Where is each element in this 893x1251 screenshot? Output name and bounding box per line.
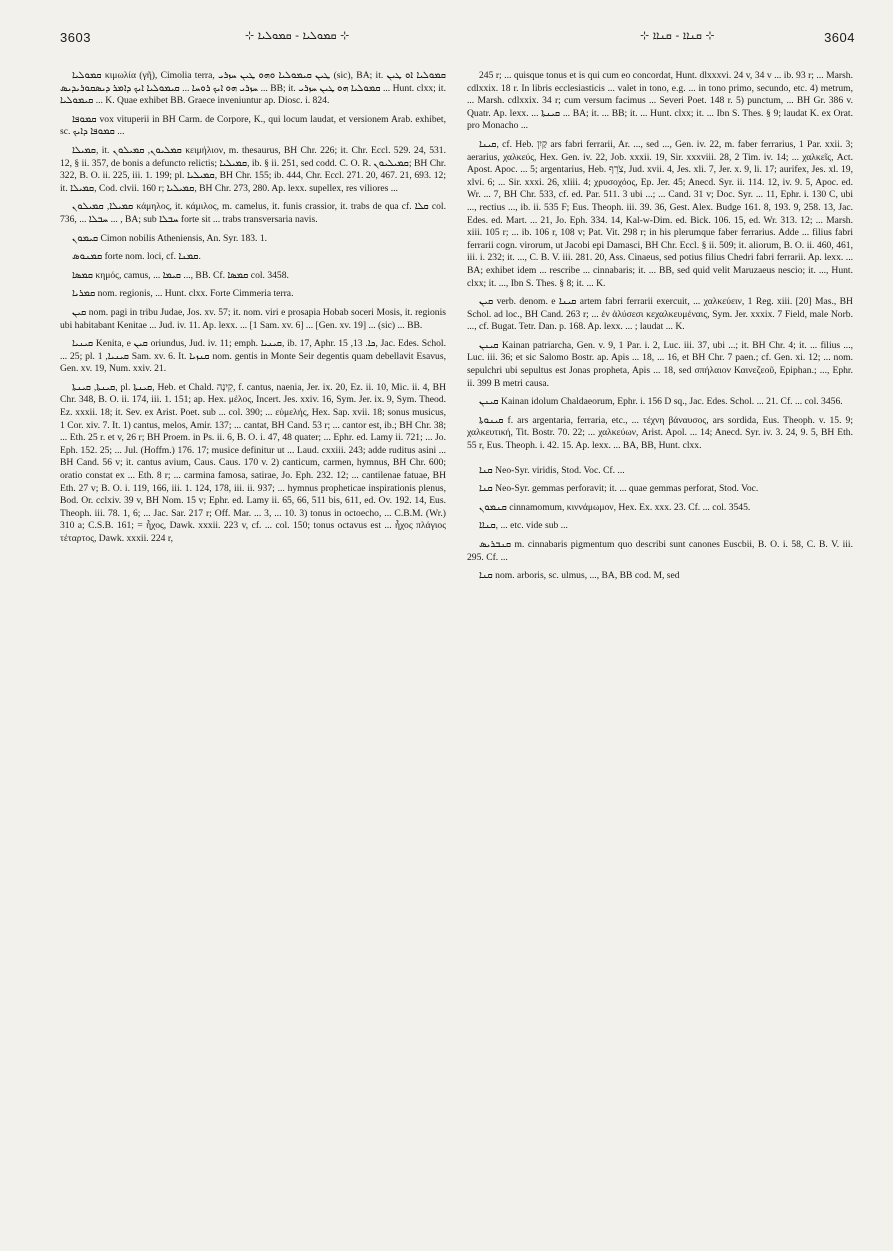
dictionary-entry: 245 r; ... quisque tonus et is qui cum eo concordat, Hunt. dlxxxvi. 24 v, 34 v ... ib. 93 r; ... Marsh. cdlxxix. 18 r. In libris ecclesiasticis ... valet in tono, e.g. ... in tono primo, secundo, etc. 4) metrum, ... Marsh. cdlxxix. 34 r; cum versum facimus ... Severi Poet. 148 r. 5) punctum, ... BH Gr. 386 v. Quatr. Ap. lexx. ... ܩܝܢܬܐ ... BA; it. ... BB; it. ... Hunt. clxx; it. ... Ibn S. Thes. § 9; laudat K. ex Orat. pro Monacho ... [467,70,853,132]
dictionary-entry: ܩܝܡܘܢ Cimon nobilis Atheniensis, An. Syr. 183. 1. [72,232,268,244]
page-number-left: 3603 [60,30,91,45]
running-title-right: ⊹ ܩܢܐܐ - ܩܢܐܐ ⊹ [640,29,715,42]
dictionary-entry: ܩܝܢܐ, cf. Heb. קַיִן ars fabri ferrarii, Ar. ..., sed ..., Gen. iv. 22, m. faber ferrarius, 1 Par. xxii. 3; aerarius, χαλκεύς, Hex. Gen. iv. 22, Job. xxxii. 19, Sir. xxxviii. 28, 2 Tim. iv. 14; ... χαλκεῖς, Act. Apost. Apoc. ... 5; argentarius, Heb. צֹרֵף, Jud. xvii. 4, Jes. xli. 7, Jer. x. 9, li. 17; aurifex, Jes. xl. 19, xlvi. 6; ... Sir. xxxi. 26, xliii. 4; χρυσοχόος, Ep. Jer. 45; Anecd. Syr. ii. 114. 12, iv. 9. 5, Apoc. ed. Wr. ... 7, BH Chr. 533, cf. ed. Par. 511. 3 ubi ...; ... Cand. 31 v; Doc. Syr. ... 11, Ephr. i. 130 C, ubi ..., rectius ..., ib. ii. 535 F; Eus. Theoph. iii. 39. 36, Gest. Alex. Budge 161. 8, 193. 9, 258. 13, Jac. Edes. ed. Mart. ... 21, Jo. Eph. 334. 14, Kal-w-Dim. ed. Bick. 106. 15, ed. Wr. 313. 12; ... Marsh. xiii. 105 r; ... ib. 106 r, 108 v; Pat. Vit. 298 r; in his plerumque faber ferrarius. Adde ... filius fabri ferrarii cogn. virorum, ut Jacobi epi Damasci, BH Chr. Eccl. § ii. 509; it. aliorum, B. O. ii. 460, 461, iii. i. 232; it. ..., C. B. V. iii. 281. 20, Ass. Cinaeus, sed potius filius Chedri fabri ferrarii. Ap. lexx. ... BA; exhibet idem ... rescribe ... cinnabaris; it. ... BB, sed quid velit Maruzaeus nescio; it. ..., Hunt. clxx; it. ..., Ibn S. Thes. § 8; it. ... K. [467,138,854,289]
dictionary-entry: ܩܡܢܘܣ forte nom. loci, cf. ܩܡܢܐ. [72,251,201,263]
dictionary-entry: ܩܡܝܠܐ, it. ܩܡܠܝܘܢ, ܩܡܝܠܘܢ κειμήλιον, m. thesaurus, BH Chr. 226; it. Chr. Eccl. 529. 24, 531. 12, § ii. 357, de bonis a defuncto relictis; ܩܡܝܠܝܐ, ib. § ii. 251, sed codd. C. O. R. ܩܡܝܠܝܘܢ; BH Chr. 322, B. O. ii. 225, iii. 1. 199; pl. ܩܡܝܠܝܐ, BH Chr. 155; ib. 444, Chr. Eccl. 271. 20, 467. 21, 693. 12; it. ܩܡܝܠܐ, Cod. clvii. 160 r; ܩܡܝܠܝܐ, BH Chr. 273, 280. Ap. lexx. supellex, res viliores ... [60,144,446,194]
dictionary-entry: ܩܢܐ nom. arboris, sc. ulmus, ..., BA, BB cod. M, sed [479,570,680,582]
dictionary-entry: ܩܡܣܐ κημός, camus, ... ܩܝܡܐ ..., BB. Cf. ܩܡܣܐ col. 3458. [72,269,289,281]
dictionary-entry: ܩܢܡܘܢ cinnamomum, κιννάμωμον, Hex. Ex. xxx. 23. Cf. ... col. 3545. [479,501,751,513]
page-number-right: 3604 [824,30,855,45]
dictionary-entry: ܩܢܐ Neo-Syr. viridis, Stod. Voc. Cf. ... [479,464,625,476]
dictionary-entry: ܩܝܢܬܐ, ܩܝܢܬܐ, pl. ܩܝܢܬܐ, Heb. et Chald. קִינָה, f. cantus, naenia, Jer. ix. 20, Ez. ii. 10, Mic. ii. 4, BH Chr. 348, B. O. ii. 174, iii. 1. 151; ap. Hex. μέλος, Incert. Jes. xxiv. 16, Sym. Jer. ix. 9, Sym. Theod. Ez. xxxii. 18; it. Sev. ex Arist. Poet. sub ... col. 390; ... εὐμελής, Hex. Sap. xvii. 18; sonus musicus, 1 Cor. xiv. 7. It. 1) cantus, melos, Amir. 137; ... cantat, BH Cand. 53 r; ... cantor est, ib.; BH Chr. 38; ... Eth. 25 r. et v, 26 r; BH Proem. in Ps. ii. 6, B. O. i. 47, 48 quater; ... Ephr. ed. Lamy ii. 721; ... Jo. Eph. 152. 25; ... Jul. (Hoffm.) 176. 17; musice definitur ut ... Laud. cxxiii. 243; adde ruditus asini ... BH Cand. 56 v; it. cantus avium, Caus. Caus. 170 v. 2) canticum, carmen, hymnus, BH Chr. 600; oratio constat ex ... Eth. 8 r; ... carmina famosa, satirae, Jo. Eph. 232. 12; ... cantilenae fatuae, BH Eth. 27 v; B. O. i. 119, 166, iii. 1. 124, 178, iii. ii. 937; ... hymnus propheticae inspirationis plenus, Bod. Or. cclxiv. 39 v, BH Nom. 15 v; Ephr. ed. Lamy ii. 65, 66, 511 bis, 611, ed. Ov. 192. 14, Eus. Theoph. iii. 78. 1, 6; ... Jac. Sar. 217 r; Off. Mar. ... 3, ... 10. 3) tonus in octoecho, ... C.B.M. (Wr.) 310 a; C.S.B. 161; = ἦχος, Dawk. xxxii. 223 v, cf. ... col. 150; tonus octavus est ... ἦχος πλάγιος τέταρτος, Dawk. xxxii. 224 r, [60,381,446,544]
dictionary-entry: ܩܡܝܠܐ, ܩܡܝܠܘܢ κάμηλος, it. κάμιλος, m. camelus, it. funis crassior, it. trabs de qua cf. ܩܠܐ col. 736, ... ܚܒܠܐ ... , BA; sub ܚܒܠܐ forte sit ... trabs transversaria navis. [60,201,446,225]
page-header [60,26,855,50]
dictionary-entry: ܩܝܢܢ Kainan idolum Chaldaeorum, Ephr. i. 156 D sq., Jac. Edes. Schol. ... 21. Cf. ... col. 3456. [479,396,843,408]
running-title-left: ⊹ ܩܡܘܠܝܐ - ܩܡܘܠܝܐ ⊹ [245,29,350,42]
dictionary-entry: ܩܝܢܢ Kainan patriarcha, Gen. v. 9, 1 Par. i. 2, Luc. iii. 37, ubi ...; it. BH Chr. 4; it. ... filius ..., Luc. iii. 36; et sic Salomo Bostr. ap. Apis ... 18, ... 16, et BH Chr. 7 paen.; cf. Gen. xi. 12; ... nom. sepulchri ubi sepultus est Jonas propheta, Apis ... 18, sed σπήλαιον Καινεζεοῦ, Epiphan.; ..., Ephr. ii. 399 B metri causa. [467,339,853,389]
dictionary-entry: ܩܢܐ Neo-Syr. gemmas perforavit; it. ... quae gemmas perforat, Stod. Voc. [479,483,759,495]
dictionary-entry: ܩܝܢܘܬܐ f. ars argentaria, ferraria, etc., ... τέχνη βάναυσος, ars sordida, Eus. Theoph. v. 15. 9; χαλκευτική, Tit. Bostr. 70. 22; ... χαλκεύων, Arist. Apol. ... 14; Anecd. Syr. iv. 3. 24, 9. 5, BH Eth. 55 r, Eus. Theoph. i. 42. 15. Ap. lexx. ... BA, BB, Hunt. clxx. [467,414,853,452]
dictionary-entry: ܩܝܢ nom. pagi in tribu Judae, Jos. xv. 57; it. nom. viri e prosapia Hobab soceri Mosis, it. regionis ubi habitabant Kenitae ... Jud. iv. 11. Ap. lexx. ... [1 Sam. xv. 6] ... [Gen. xv. 19] ... (sic) ... BB. [60,306,446,331]
right-column [467,70,853,589]
dictionary-entry: ܩܢܐܐ, ... etc. vide sub ... [479,520,568,532]
dictionary-entry: ܩܡܪܝܐ nom. regionis, ... Hunt. clxx. Forte Cimmeria terra. [72,288,294,300]
dictionary-entry: ܩܢܒܪܝܣ m. cinnabaris pigmentum quo describi sunt canones Euscbii, B. O. i. 58, C. B. V. iii. 295. Cf. ... [467,539,853,563]
left-column [60,70,446,552]
dictionary-entry: ܩܡܘܠܝܐ κιμωλία (γῆ), Cimolia terra, ܛܝܢ ܩܝܡܘܠܝܐ ܘܗܘ ܛܝܢ ܚܙܪܝ (sic), BA; it. ܩܡܘܠܝܐ ܐܘ ܛܝܢ ܚܙܪܝ ܗܘ ܐܝܟ ܪܘܚܐ ... ܩܝܡܘܠܝܐ ܐܝܟ ܕܐܡܪ ܕܝܣܩܘܪܝܕܝܣ ... BB; it. ܩܡܘܠܝܐ ܗܘ ܛܝܢ ܚܙܪܝ ... Hunt. clxx; it. ܩܝܡܘܠܝܐ ... K. Quae exhibet BB. Graece inveniuntur ap. Diosc. i. 824. [60,70,446,107]
dictionary-entry: ܩܝܢ verb. denom. e ܩܝܢܐ artem fabri ferrarii exercuit, ... χαλκεύειν, 1 Reg. xiii. [20] Mas., BH Schol. ad loc., BH Cand. 263 r; ... ἐν ἀλύσεσι κεχαλκευμέναις, Sym. Jer. xxxix. 7 Field, male Norb. ..., cf. Bugat. Tetr. Dan. p. 168. Ap. lexx. ... ; laudat ... K. [467,296,853,333]
dictionary-entry: ܩܝܢܝܐ Kenita, e ܩܝܢ oriundus, Jud. iv. 11; emph. ܩܝܢܝܐ, ib. 17, Aphr. ܟܐ. 13, 15, Jac. Edes. Schol. ... 25; pl. ܩܝܢܝܐ, 1 Sam. xv. 6. It. ܩܢܙܝܐ nom. gentis in Monte Seir degentis quam debellavit Esavus, Gen. xv. 19, Num. xxiv. 21. [60,338,446,375]
dictionary-entry: ܩܡܘܦܐ vox vituperii in BH Carm. de Corpore, K., qui locum laudat, et versionem Arab. exhibet, sc. ܩܡܘܦܐ ܕܐܝܟ ... [60,113,446,138]
